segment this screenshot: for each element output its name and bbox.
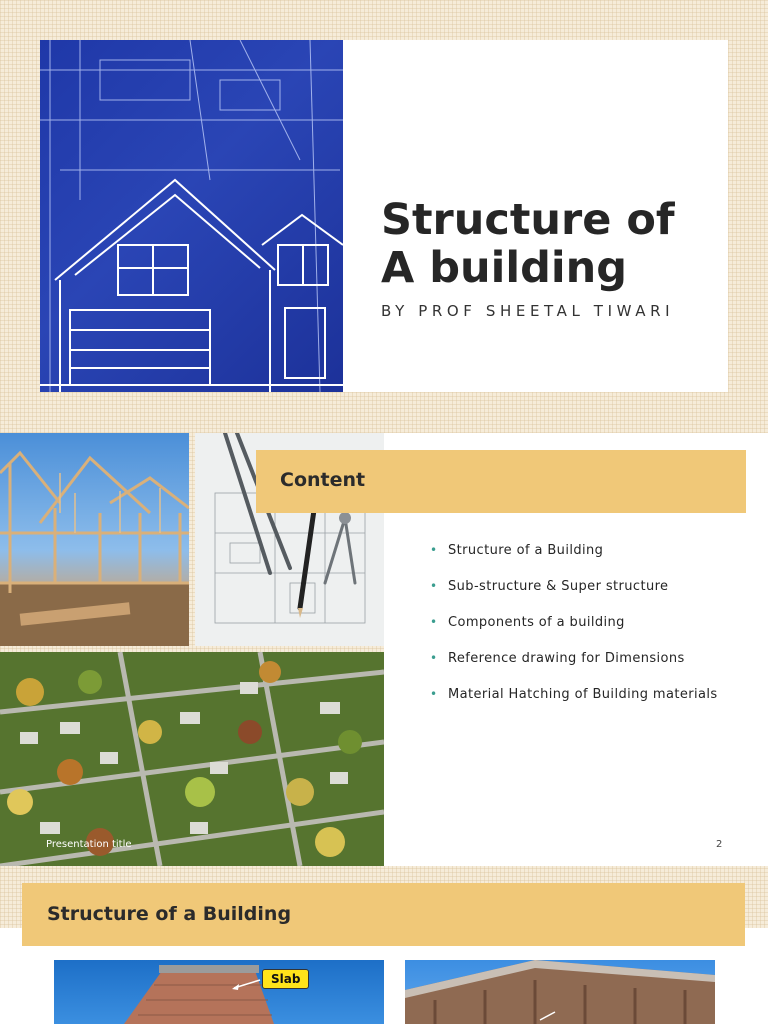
- slab-label: Slab: [262, 969, 309, 989]
- list-item: • Reference drawing for Dimensions: [430, 648, 730, 669]
- structure-heading-banner: [22, 883, 745, 946]
- title-slide: [40, 40, 728, 392]
- page-number: 2: [716, 839, 723, 850]
- house-framing-photo: [0, 433, 189, 646]
- content-heading: Content: [280, 469, 366, 491]
- content-heading-banner: [256, 450, 746, 513]
- title-line-2: A building: [381, 243, 628, 293]
- list-item: • Material Hatching of Building materials: [430, 684, 730, 705]
- structure-slide: [0, 866, 768, 1024]
- slab-construction-photo: [54, 960, 384, 1024]
- blueprint-house-image: [40, 40, 343, 392]
- list-item: • Components of a building: [430, 612, 730, 633]
- content-bullet-list: [430, 540, 730, 720]
- presentation-subtitle: BY PROF SHEETAL TIWARI: [381, 302, 675, 320]
- roof-structure-photo: [405, 960, 715, 1024]
- list-item: • Sub-structure & Super structure: [430, 576, 730, 597]
- presentation-title: [381, 196, 711, 292]
- content-slide: [0, 433, 768, 866]
- structure-heading: Structure of a Building: [47, 903, 292, 925]
- aerial-neighborhood-photo: [0, 652, 384, 866]
- title-line-1: Structure of: [381, 195, 675, 245]
- list-item: • Structure of a Building: [430, 540, 730, 561]
- footer-presentation-title: Presentation title: [46, 839, 132, 850]
